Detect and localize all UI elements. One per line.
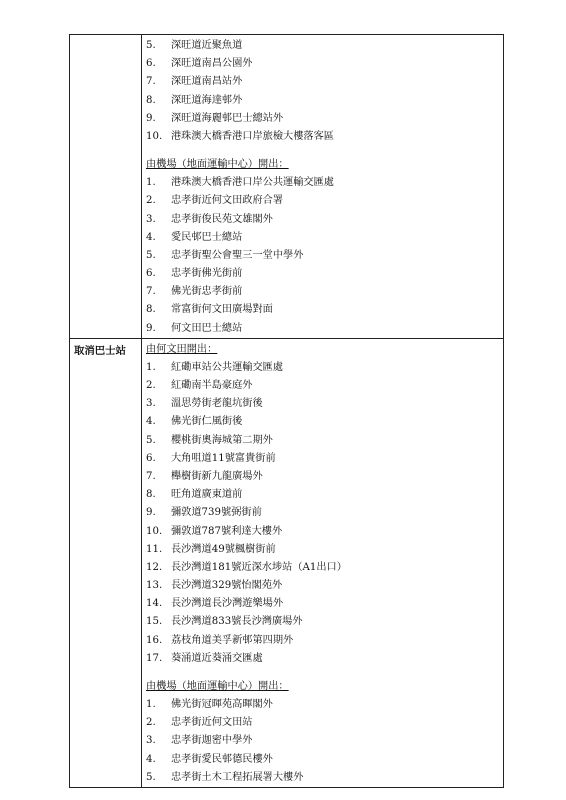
stop-number: 1. — [146, 361, 156, 373]
list-item — [146, 320, 503, 338]
stop-list — [146, 174, 503, 338]
stop-name: 長沙灣道833號長沙灣廣場外 — [171, 616, 303, 628]
stop-number: 17. — [146, 652, 163, 664]
stop-number: 9. — [146, 112, 156, 124]
stop-number: 2. — [146, 380, 156, 391]
stop-name: 旺角道廣東道前 — [171, 489, 243, 501]
list-item — [146, 229, 503, 247]
stops-cell — [142, 338, 504, 787]
stop-name: 忠孝街近何文田政府合署 — [171, 195, 284, 207]
list-item — [146, 577, 503, 595]
stop-name: 忠孝街迦密中學外 — [171, 735, 253, 747]
list-item — [146, 55, 503, 73]
list-item — [146, 559, 503, 577]
list-item — [146, 110, 503, 128]
list-item — [146, 504, 503, 522]
stop-number: 5. — [146, 434, 156, 446]
stop-name: 長沙灣道長沙灣遊樂場外 — [171, 598, 284, 610]
table-row-continued-stops — [70, 35, 504, 339]
stop-number: 14. — [146, 598, 163, 610]
list-item — [146, 595, 503, 613]
stop-block-continued — [146, 37, 503, 146]
stop-name: 深旺道海達邨外 — [171, 94, 243, 106]
list-item — [146, 395, 503, 413]
stop-block-from-airport — [146, 156, 503, 338]
stop-name: 忠孝街俊民苑文雄閣外 — [171, 213, 273, 225]
stop-list — [146, 359, 503, 668]
stop-number: 11. — [146, 543, 163, 555]
stop-number: 10. — [146, 130, 163, 142]
stop-name: 紅磡車站公共運輸交匯處 — [171, 361, 284, 373]
spacer — [146, 668, 503, 678]
stop-name: 深旺道近聚魚道 — [171, 40, 243, 51]
row-label-cell — [70, 35, 142, 339]
row-label: 取消巴士站 — [74, 344, 126, 357]
stop-name: 溫思勞街老龍坑街後 — [171, 398, 263, 410]
list-item — [146, 751, 503, 769]
stop-name: 紅磡南半島豪庭外 — [171, 380, 253, 391]
stop-name: 常富街何文田廣場對面 — [171, 304, 273, 316]
list-item — [146, 769, 503, 787]
stop-name: 忠孝街愛民邨德民樓外 — [171, 753, 273, 765]
stop-number: 8. — [146, 94, 156, 106]
stop-number: 4. — [146, 416, 156, 428]
stop-name: 櫻桃街奧海城第二期外 — [171, 434, 273, 446]
stop-name: 佛光街仁風街後 — [171, 416, 243, 428]
list-item — [146, 450, 503, 468]
list-item — [146, 714, 503, 732]
list-item — [146, 359, 503, 377]
stop-number: 16. — [146, 634, 163, 646]
stop-block-from-airport-cancelled — [146, 678, 503, 787]
list-item — [146, 211, 503, 229]
stop-name: 深旺道海麗邨巴士總站外 — [171, 112, 284, 124]
stop-number: 6. — [146, 58, 156, 70]
stop-name: 長沙灣道49號楓樹街前 — [171, 543, 276, 555]
stop-list — [146, 696, 503, 787]
stop-block-from-ho-man-tin — [146, 341, 503, 668]
stop-name: 長沙灣道329號怡閣苑外 — [171, 580, 283, 592]
stop-name: 何文田巴士總站 — [171, 322, 243, 334]
stop-name: 彌敦道787號利達大樓外 — [171, 525, 283, 537]
list-item — [146, 732, 503, 750]
stop-number: 3. — [146, 735, 156, 747]
spacer — [146, 146, 503, 156]
stop-name: 佛光街忠孝街前 — [171, 286, 243, 298]
table-row-cancelled-stops — [70, 338, 504, 787]
stop-list — [146, 37, 503, 146]
stop-number: 8. — [146, 304, 156, 316]
stop-number: 3. — [146, 213, 156, 225]
stop-number: 8. — [146, 489, 156, 501]
stop-name: 荔枝角道美孚新邨第四期外 — [171, 634, 294, 646]
list-item — [146, 468, 503, 486]
stop-number: 2. — [146, 195, 156, 207]
stop-name: 彌敦道739號弼街前 — [171, 507, 262, 519]
row-label-cell — [70, 338, 142, 787]
list-item — [146, 632, 503, 650]
stop-name: 忠孝街近何文田站 — [171, 717, 253, 729]
list-item — [146, 413, 503, 431]
list-item — [146, 613, 503, 631]
section-heading: 由何文田開出： — [146, 343, 218, 355]
route-stops-table — [69, 34, 504, 788]
stop-number: 6. — [146, 452, 156, 464]
list-item — [146, 37, 503, 55]
list-item — [146, 377, 503, 395]
stop-number: 5. — [146, 771, 156, 783]
stop-name: 佛光街冠暉苑高暉閣外 — [171, 699, 273, 710]
stop-name: 忠孝街土木工程拓展署大樓外 — [171, 771, 304, 783]
stop-number: 7. — [146, 76, 156, 88]
stop-number: 9. — [146, 322, 156, 334]
section-heading: 由機場（地面運輸中心）開出： — [146, 159, 289, 171]
section-heading: 由機場（地面運輸中心）開出： — [146, 681, 289, 692]
stop-number: 5. — [146, 249, 156, 261]
list-item — [146, 432, 503, 450]
list-item — [146, 92, 503, 110]
list-item — [146, 73, 503, 91]
stop-number: 5. — [146, 40, 156, 51]
list-item — [146, 247, 503, 265]
stop-number: 6. — [146, 268, 156, 280]
stop-name: 深旺道南昌站外 — [171, 76, 243, 88]
stop-number: 12. — [146, 561, 163, 573]
list-item — [146, 301, 503, 319]
stop-name: 櫸樹街新九龍廣場外 — [171, 470, 263, 482]
stop-number: 10. — [146, 525, 163, 537]
stop-number: 3. — [146, 398, 156, 410]
stop-name: 忠孝街聖公會聖三一堂中學外 — [171, 249, 304, 261]
stop-number: 1. — [146, 699, 156, 710]
stop-name: 深旺道南昌公園外 — [171, 58, 253, 70]
list-item — [146, 192, 503, 210]
list-item — [146, 486, 503, 504]
stop-name: 忠孝街佛光街前 — [171, 268, 243, 280]
list-item — [146, 265, 503, 283]
stop-number: 7. — [146, 470, 156, 482]
stop-name: 葵涌道近葵涌交匯處 — [171, 652, 263, 664]
stop-number: 4. — [146, 753, 156, 765]
stop-number: 2. — [146, 717, 156, 729]
stop-number: 13. — [146, 580, 163, 592]
stop-number: 9. — [146, 507, 156, 519]
stop-number: 1. — [146, 177, 156, 189]
stop-name: 港珠澳大橋香港口岸公共運輸交匯處 — [171, 177, 334, 189]
stop-name: 長沙灣道181號近深水埗站（A1出口） — [171, 561, 347, 573]
stop-number: 4. — [146, 231, 156, 243]
stop-name: 港珠澳大橋香港口岸旅檢大樓落客區 — [171, 130, 334, 142]
list-item — [146, 541, 503, 559]
stop-number: 15. — [146, 616, 163, 628]
list-item — [146, 283, 503, 301]
list-item — [146, 128, 503, 146]
stops-cell — [142, 35, 504, 339]
list-item — [146, 696, 503, 714]
stop-name: 愛民邨巴士總站 — [171, 231, 243, 243]
stop-number: 7. — [146, 286, 156, 298]
list-item — [146, 650, 503, 668]
stop-name: 大角咀道11號富貴街前 — [171, 452, 276, 464]
list-item — [146, 523, 503, 541]
list-item — [146, 174, 503, 192]
